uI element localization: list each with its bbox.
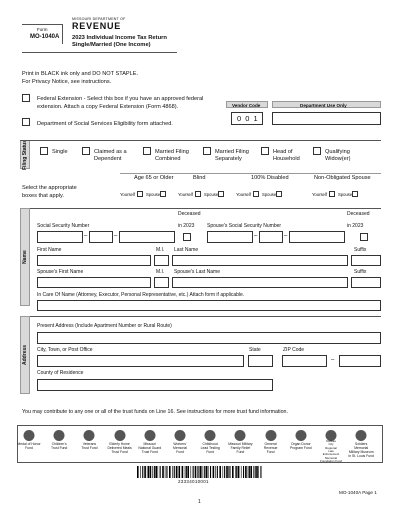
trust-fund-label: Missouri National Guard Trust Fund	[138, 442, 162, 454]
blind-heading: Blind	[193, 175, 206, 181]
extension-text-2: extension. Attach a copy Federal Extension (Form 4868).	[37, 104, 179, 110]
disabled-yourself-checkbox[interactable]	[253, 191, 259, 197]
trust-fund-item	[50, 430, 68, 460]
age65-yourself-checkbox[interactable]	[137, 191, 143, 197]
age65-spouse-checkbox[interactable]	[160, 191, 166, 197]
filing-status-mfs-checkbox[interactable]	[203, 147, 211, 155]
filing-status-mfc-checkbox[interactable]	[143, 147, 151, 155]
filing-status-widow-checkbox[interactable]	[313, 147, 321, 155]
extension-text-1: Federal Extension - Select this box if you have an approved federal	[37, 96, 204, 102]
spouse-label: Spouse	[204, 192, 219, 197]
spouse-label: Spouse	[338, 192, 353, 197]
vendor-code-field	[231, 112, 263, 125]
disabled-heading: 100% Disabled	[251, 175, 289, 181]
name-tab: Name	[20, 208, 30, 306]
disabled-spouse-checkbox[interactable]	[276, 191, 282, 197]
spouse-ssn-part2-input[interactable]	[259, 231, 283, 243]
trust-fund-item	[262, 430, 280, 460]
mi-label: M.I.	[156, 247, 165, 253]
trust-fund-note: You may contribute to any one or all of the trust funds on Line 16. See instructions for more trust fund information.	[22, 409, 288, 415]
filing-status-label: Married Filing	[215, 149, 249, 155]
spouse-suffix-label: Suffix	[354, 269, 367, 275]
dept-use-label: Department Use Only	[300, 102, 347, 108]
filing-status-label: Head of	[273, 149, 293, 155]
nos-spouse-checkbox[interactable]	[352, 191, 358, 197]
dept-use-field	[272, 112, 381, 125]
workers-icon	[175, 430, 186, 441]
trust-fund-label: Elderly Home Delivered Meals Trust Fund	[107, 442, 132, 454]
select-boxes-label: Select the appropriate	[22, 185, 77, 191]
select-boxes-label: boxes that apply.	[22, 193, 64, 199]
ssn-part1-input[interactable]	[37, 231, 83, 243]
flag-icon	[84, 430, 95, 441]
lead-icon	[205, 430, 216, 441]
dept-use-header	[272, 101, 381, 108]
ssn-label: Social Security Number	[37, 223, 90, 229]
address-tab: Address	[20, 316, 30, 394]
barcode-number: 23334010001	[178, 479, 209, 484]
ssd-eligibility-label: Department of Social Services Eligibility form attached.	[37, 121, 173, 127]
filing-status-label: Separately	[215, 156, 242, 162]
spouse-ssn-part3-input[interactable]	[289, 231, 345, 243]
yourself-label: Yourself	[236, 192, 251, 197]
ink-instruction: Print in BLACK ink only and DO NOT STAPLE.	[22, 71, 139, 77]
trust-fund-item	[80, 430, 98, 460]
zip-label: ZIP Code	[283, 347, 305, 353]
spouse-deceased-label: Deceased	[347, 211, 370, 217]
spouse-label: Spouse	[146, 192, 161, 197]
medal-icon	[24, 430, 35, 441]
filing-status-label: Household	[273, 156, 300, 162]
ssd-eligibility-checkbox[interactable]	[22, 118, 30, 126]
form-page-label: MO-1040A Page 1	[339, 490, 377, 495]
trust-fund-item	[17, 430, 41, 460]
military-icon	[235, 430, 246, 441]
guard-icon	[144, 430, 155, 441]
vendor-code-label: Vendor Code	[232, 102, 261, 108]
yourself-label: Yourself	[120, 192, 135, 197]
barcode	[137, 466, 263, 478]
trust-fund-label: General Revenue Fund	[263, 442, 278, 454]
trust-fund-item	[201, 430, 219, 460]
ssn-part2-input[interactable]	[89, 231, 113, 243]
spouse-ssn-label: Spouse's Social Security Number	[207, 223, 282, 229]
spouse-suffix-input[interactable]	[351, 277, 381, 288]
return-subtitle: Single/Married (One Income)	[72, 42, 151, 48]
trust-fund-item	[171, 430, 189, 460]
city-label: City, Town, or Post Office	[37, 347, 93, 353]
non-obligated-heading: Non-Obligated Spouse	[314, 175, 371, 181]
spouse-first-name-label: Spouse's First Name	[37, 269, 84, 275]
blind-spouse-checkbox[interactable]	[218, 191, 224, 197]
missouri-map-icon	[265, 430, 276, 441]
city-input[interactable]	[37, 355, 244, 367]
trust-fund-label: Organ Donor Program Fund	[289, 442, 312, 450]
filing-status-label: Combined	[155, 156, 181, 162]
trust-fund-label: Veterans Trust Fund	[81, 442, 98, 450]
last-name-input[interactable]	[172, 255, 348, 266]
ssn-part3-input[interactable]	[119, 231, 175, 243]
spouse-last-name-input[interactable]	[172, 277, 348, 288]
present-address-input[interactable]	[37, 332, 381, 344]
spouse-mi-input[interactable]	[154, 277, 169, 288]
care-of-input[interactable]	[37, 300, 381, 311]
form-label: Form	[37, 27, 48, 32]
federal-extension-checkbox[interactable]	[22, 94, 30, 102]
filing-status-hoh-checkbox[interactable]	[261, 147, 269, 155]
nos-yourself-checkbox[interactable]	[329, 191, 335, 197]
trust-fund-label: Childhood Lead Testing Fund	[200, 442, 220, 454]
page-number: 1	[198, 499, 201, 505]
museum-icon	[356, 430, 367, 441]
deceased-checkbox[interactable]	[183, 233, 191, 241]
trust-fund-label: Workers' Memorial Fund	[173, 442, 187, 454]
zip-input[interactable]	[282, 355, 327, 367]
trust-fund-label: Soldiers Memorial Military Museum in St. Louis Fund	[348, 442, 374, 458]
trust-fund-label: Children's Trust Fund	[51, 442, 68, 450]
filing-status-tab: Filing Status	[22, 139, 28, 170]
form-number: MO-1040A	[30, 34, 60, 40]
age65-heading: Age 65 or Older	[134, 175, 174, 181]
filing-status-dependent-checkbox[interactable]	[82, 147, 90, 155]
last-name-label: Last Name	[174, 247, 199, 253]
trust-fund-label: Missouri Military Family Relief Fund	[228, 442, 253, 454]
trust-fund-item	[228, 430, 253, 460]
suffix-label: Suffix	[354, 247, 367, 253]
spouse-label: Spouse	[262, 192, 277, 197]
privacy-notice: For Privacy Notice, see instructions.	[22, 79, 112, 85]
mi-input[interactable]	[154, 255, 169, 266]
blind-yourself-checkbox[interactable]	[195, 191, 201, 197]
state-input[interactable]	[248, 355, 273, 367]
trust-fund-item	[348, 430, 374, 460]
agency-name: REVENUE	[72, 21, 122, 31]
spouse-deceased-year: in 2023	[347, 223, 364, 229]
spouse-first-name-input[interactable]	[37, 277, 151, 288]
suffix-input[interactable]	[351, 255, 381, 266]
county-label: County of Residence	[37, 370, 84, 376]
filing-status-label: Widow(er)	[325, 156, 351, 162]
first-name-label: First Name	[37, 247, 62, 253]
care-of-label: In Care Of Name (Attorney, Executor, Personal Representative, etc.) Attach form if applicable.	[37, 292, 245, 298]
children-icon	[54, 430, 65, 441]
yourself-label: Yourself	[178, 192, 193, 197]
spouse-deceased-checkbox[interactable]	[360, 233, 368, 241]
county-input[interactable]	[37, 379, 273, 391]
filing-status-label: Claimed as a	[94, 149, 127, 155]
trust-fund-label: Medal of Honor Fund	[17, 442, 41, 450]
spouse-ssn-part1-input[interactable]	[207, 231, 253, 243]
trust-fund-item	[107, 430, 132, 460]
deceased-label: Deceased	[178, 211, 201, 217]
spouse-last-name-label: Spouse's Last Name	[174, 269, 220, 275]
organ-donor-icon	[295, 430, 306, 441]
agency-small-text: MISSOURI DEPARTMENT OF	[72, 17, 126, 21]
trust-fund-label: Kansas City Regional Law Enforcement Memorial Foundation Fund	[320, 439, 342, 463]
return-title: 2023 Individual Income Tax Return	[72, 35, 167, 41]
filing-status-single-checkbox[interactable]	[40, 147, 48, 155]
filing-status-label: Qualifying	[325, 149, 350, 155]
spouse-mi-label: M.I.	[156, 269, 165, 275]
meals-icon	[114, 430, 125, 441]
trust-fund-item	[138, 430, 162, 460]
first-name-input[interactable]	[37, 255, 151, 266]
present-address-label: Present Address (Include Apartment Number or Rural Route)	[37, 323, 172, 329]
trust-fund-item	[289, 430, 312, 460]
yourself-label: Yourself	[312, 192, 327, 197]
filing-status-label: Married Filing	[155, 149, 189, 155]
trust-fund-item	[320, 430, 342, 463]
state-label: State	[249, 347, 261, 353]
filing-status-label: Dependent	[94, 156, 122, 162]
filing-status-label: Single	[52, 149, 68, 155]
deceased-year: in 2023	[178, 223, 195, 229]
vendor-code-header	[226, 101, 268, 108]
vendor-code-value: 0 0 1	[237, 114, 259, 123]
zip-ext-input[interactable]	[339, 355, 381, 367]
